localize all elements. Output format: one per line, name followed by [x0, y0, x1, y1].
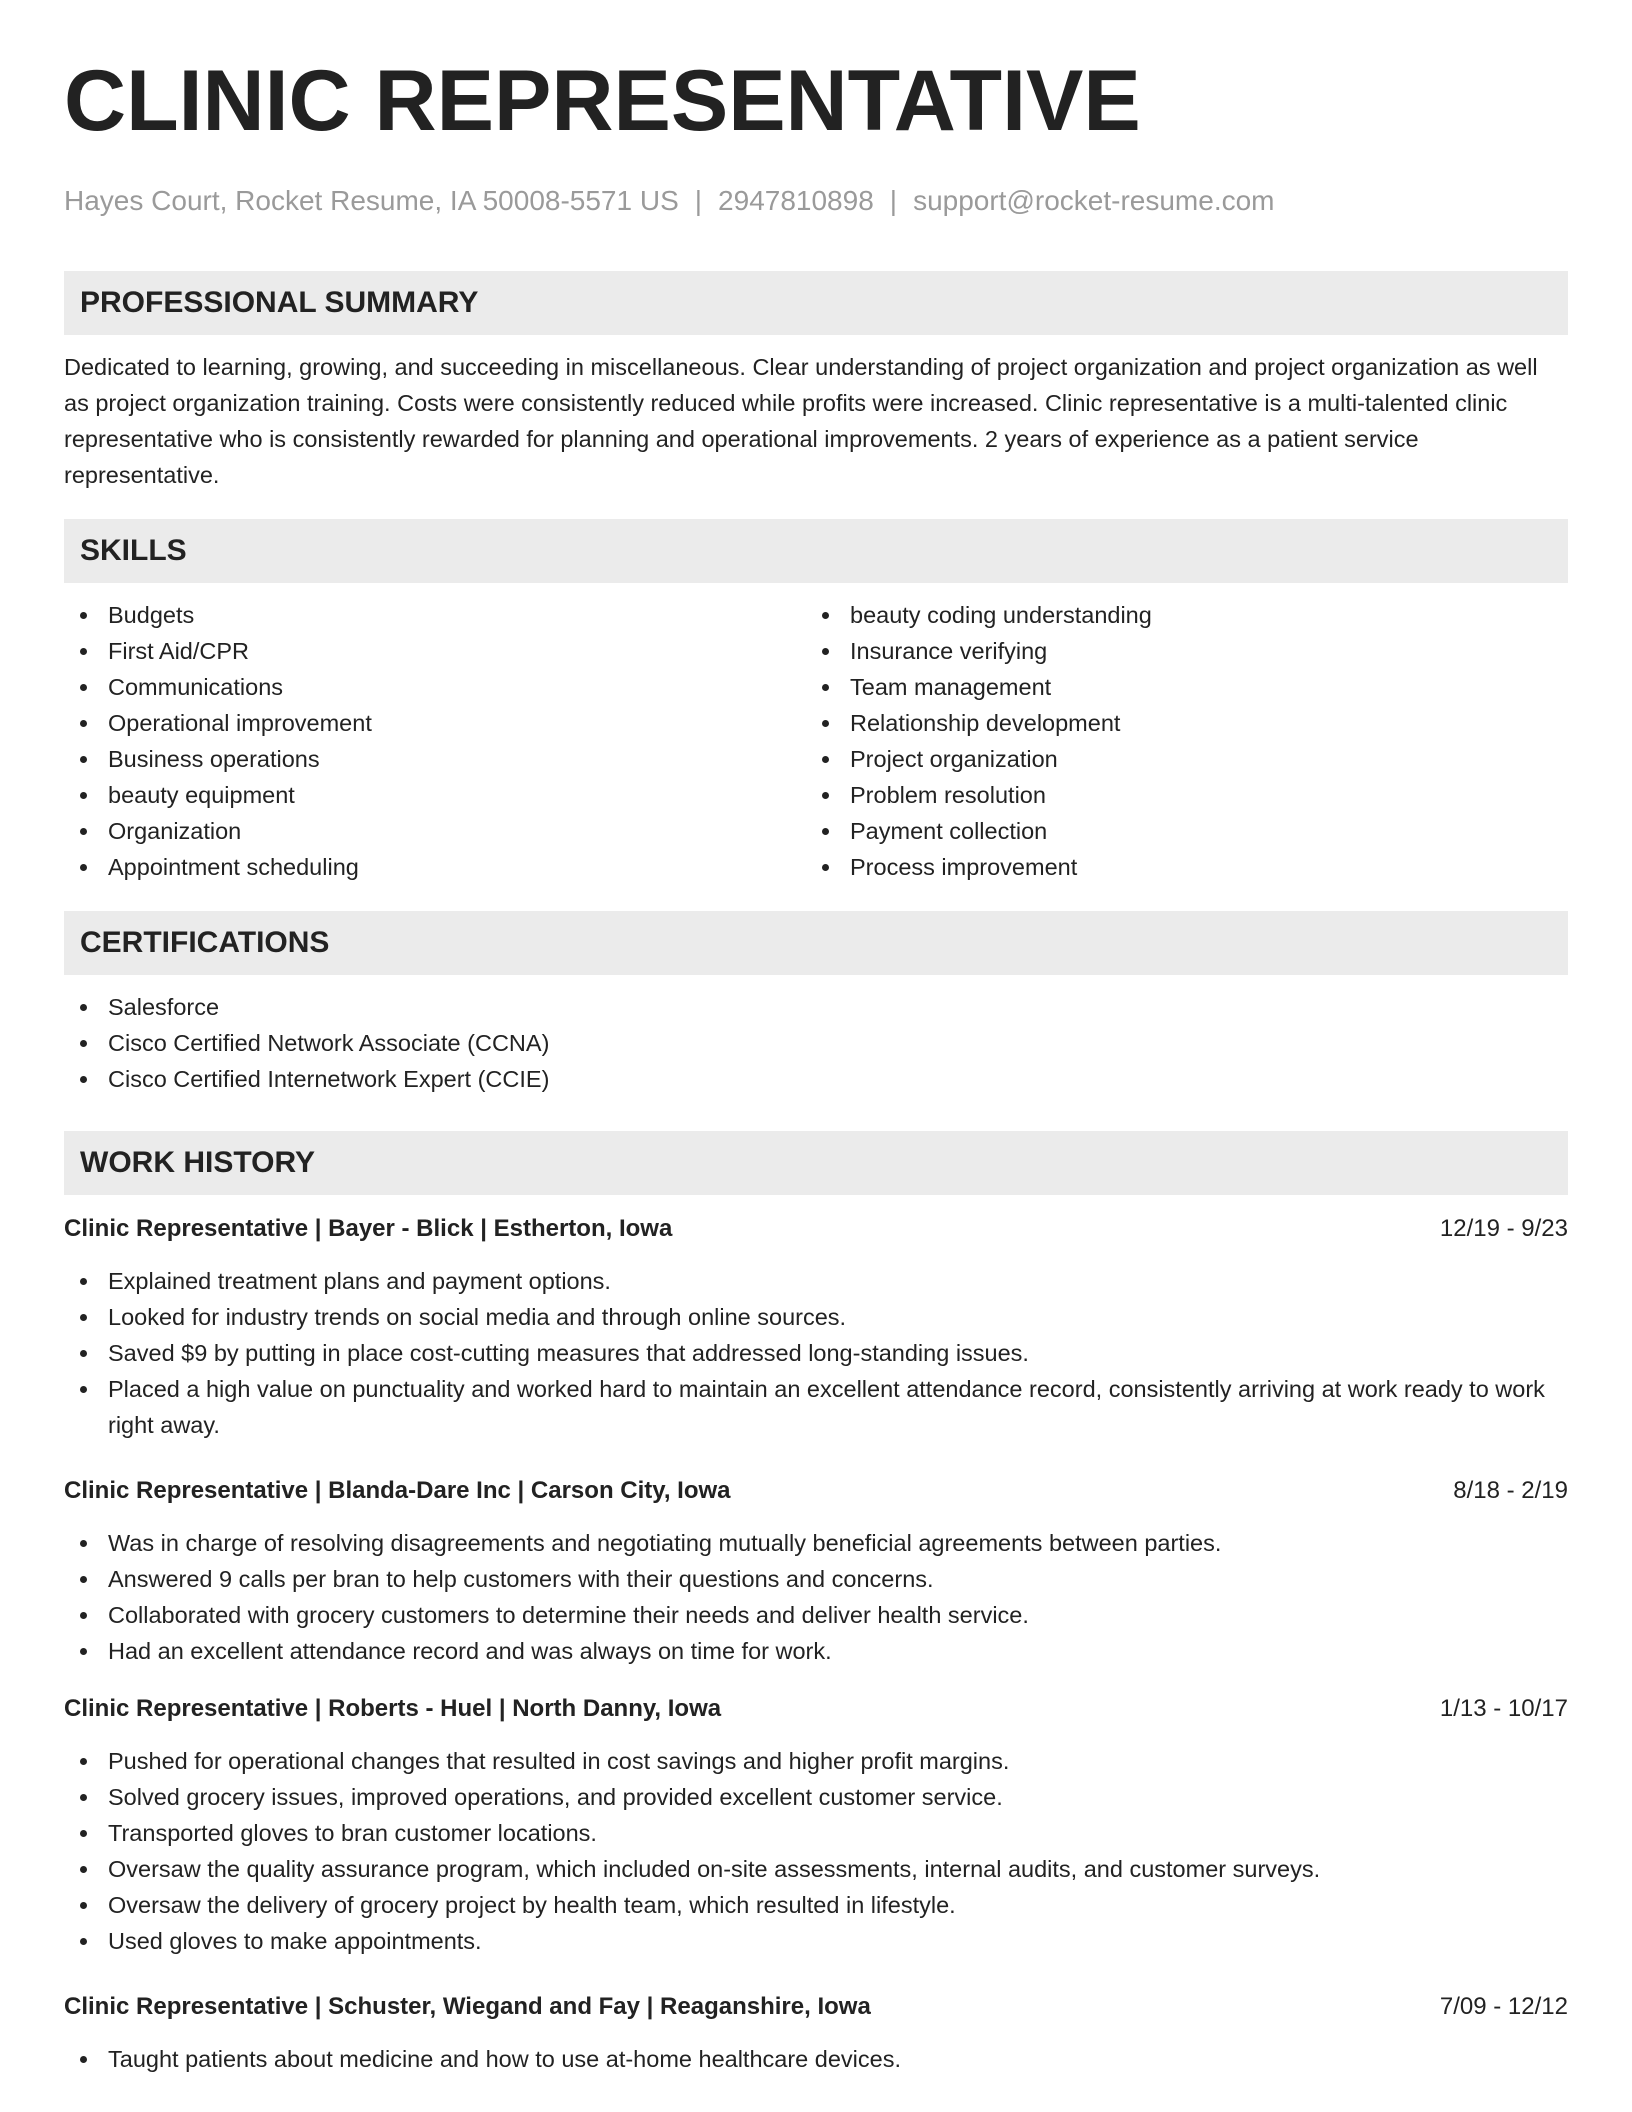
skill-item: Communications [64, 669, 806, 705]
job-bullets [64, 1525, 1568, 1669]
job-dates: 1/13 - 10/17 [1439, 1695, 1568, 1722]
job-bullets [64, 1743, 1568, 1959]
job-dates: 8/18 - 2/19 [1453, 1477, 1568, 1504]
job-bullet: Used gloves to make appointments. [64, 1923, 1568, 1959]
skill-item: Team management [806, 669, 1548, 705]
contact-separator: | [694, 185, 703, 216]
skill-item: Problem resolution [806, 777, 1548, 813]
certification-item: Cisco Certified Internetwork Expert (CCIE) [64, 1061, 1568, 1097]
job-bullet: Pushed for operational changes that resulted in cost savings and higher profit margins. [64, 1743, 1568, 1779]
skill-item: beauty coding understanding [806, 597, 1548, 633]
contact-email: support@rocket-resume.com [913, 185, 1275, 216]
job-bullet: Explained treatment plans and payment options. [64, 1263, 1568, 1299]
job-dates: 7/09 - 12/12 [1439, 1993, 1568, 2020]
skills-column-right [806, 597, 1548, 885]
section-heading-summary: PROFESSIONAL SUMMARY [64, 271, 1568, 335]
contact-phone: 2947810898 [718, 185, 874, 216]
job-title: Clinic Representative | Blanda-Dare Inc | Carson City, Iowa [64, 1477, 731, 1504]
job-bullet: Answered 9 calls per bran to help customers with their questions and concerns. [64, 1561, 1568, 1597]
skill-item: Appointment scheduling [64, 849, 806, 885]
job-title: Clinic Representative | Bayer - Blick | Estherton, Iowa [64, 1215, 673, 1242]
skill-item: Business operations [64, 741, 806, 777]
resume-page [64, 53, 1568, 2077]
skill-item: Payment collection [806, 813, 1548, 849]
job-bullet: Solved grocery issues, improved operations, and provided excellent customer service. [64, 1779, 1568, 1815]
job-bullet: Oversaw the quality assurance program, which included on-site assessments, internal audits, and customer surveys. [64, 1851, 1568, 1887]
summary-text: Dedicated to learning, growing, and succeeding in miscellaneous. Clear understanding of project organization and project organization as well as project organization training. Costs were consistently reduced while profits were increased. Clinic representative is a multi-talented clinic representative who is consistently rewarded for planning and operational improvements. 2 years of experience as a patient service representative. [64, 354, 1538, 488]
resume-title: CLINIC REPRESENTATIVE [64, 53, 1141, 149]
section-heading-skills: SKILLS [64, 519, 1568, 583]
skill-item: Process improvement [806, 849, 1548, 885]
job-bullet: Placed a high value on punctuality and worked hard to maintain an excellent attendance record, consistently arriving at work ready to work right away. [64, 1371, 1568, 1443]
section-heading-work-history: WORK HISTORY [64, 1131, 1568, 1195]
skill-item: beauty equipment [64, 777, 806, 813]
section-heading-certifications: CERTIFICATIONS [64, 911, 1568, 975]
job-bullet: Oversaw the delivery of grocery project by health team, which resulted in lifestyle. [64, 1887, 1568, 1923]
skill-item: Operational improvement [64, 705, 806, 741]
job-header [64, 1691, 1568, 1727]
skills-grid [64, 597, 1568, 885]
contact-separator: | [889, 185, 898, 216]
job-bullet: Had an excellent attendance record and was always on time for work. [64, 1633, 1568, 1669]
job-bullet: Saved $9 by putting in place cost-cutting measures that addressed long-standing issues. [64, 1335, 1568, 1371]
job-bullet: Transported gloves to bran customer locations. [64, 1815, 1568, 1851]
contact-address: Hayes Court, Rocket Resume, IA 50008-5571 US [64, 185, 679, 216]
contact-line [64, 184, 1568, 218]
skills-column-left [64, 597, 806, 885]
job-title: Clinic Representative | Roberts - Huel | North Danny, Iowa [64, 1695, 722, 1722]
certification-item: Salesforce [64, 989, 1568, 1025]
skill-item: Budgets [64, 597, 806, 633]
job-title: Clinic Representative | Schuster, Wiegand and Fay | Reaganshire, Iowa [64, 1993, 871, 2020]
skill-item: Organization [64, 813, 806, 849]
skill-item: First Aid/CPR [64, 633, 806, 669]
job-header [64, 1989, 1568, 2025]
job-bullet: Collaborated with grocery customers to determine their needs and deliver health service. [64, 1597, 1568, 1633]
skill-item: Relationship development [806, 705, 1548, 741]
job-header [64, 1211, 1568, 1247]
skill-item: Project organization [806, 741, 1548, 777]
certification-item: Cisco Certified Network Associate (CCNA) [64, 1025, 1568, 1061]
job-bullet: Looked for industry trends on social media and through online sources. [64, 1299, 1568, 1335]
job-bullet: Was in charge of resolving disagreements and negotiating mutually beneficial agreements between parties. [64, 1525, 1568, 1561]
job-bullets [64, 2041, 1568, 2077]
job-bullet: Taught patients about medicine and how to use at-home healthcare devices. [64, 2041, 1568, 2077]
certification-list [64, 989, 1568, 1097]
job-bullets [64, 1263, 1568, 1443]
job-header [64, 1473, 1568, 1509]
skill-item: Insurance verifying [806, 633, 1548, 669]
job-dates: 12/19 - 9/23 [1439, 1215, 1568, 1242]
